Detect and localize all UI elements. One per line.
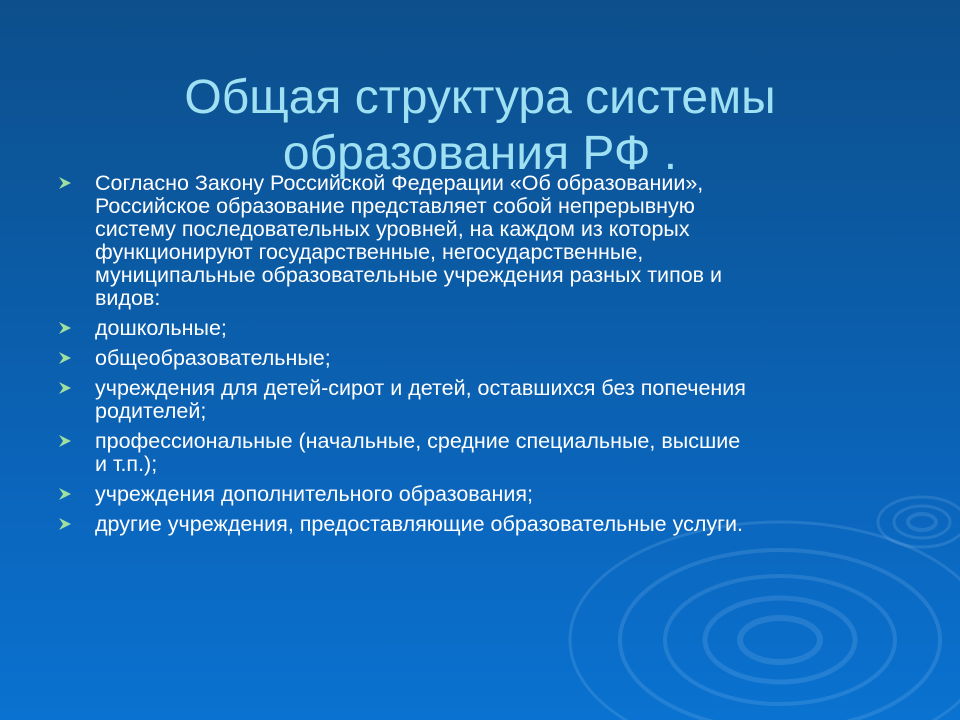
bullet-text-line: видов:: [95, 286, 161, 310]
bullet-item: [58, 513, 918, 536]
bullet-text-line: систему последовательных уровней, на каждом из которых: [95, 217, 690, 241]
bullet-item: [58, 347, 918, 370]
arrowhead-bullet-icon: [58, 434, 72, 448]
arrowhead-bullet-icon: [58, 487, 72, 501]
bullet-text-line: функционируют государственные, негосударственные,: [95, 240, 644, 264]
arrowhead-bullet-icon: [58, 176, 72, 190]
bullet-item: [58, 317, 918, 340]
bullet-text-line: другие учреждения, предоставляющие образовательные услуги.: [95, 512, 743, 536]
bullet-item: [58, 483, 918, 506]
bullet-text-line: профессиональные (начальные, средние специальные, высшие: [95, 429, 741, 453]
bullet-text-line: учреждения дополнительного образования;: [95, 482, 533, 506]
arrowhead-bullet-icon: [58, 351, 72, 365]
bullet-item: [58, 377, 918, 423]
bullet-text-line: родителей;: [95, 399, 207, 423]
slide-title: [80, 70, 880, 182]
bullet-text-line: Российское образование представляет собой непрерывную: [95, 194, 695, 218]
title-line-1: Общая структура системы: [184, 71, 776, 125]
bullet-item: [58, 430, 918, 476]
bullet-text-line: муниципальные образовательные учреждения разных типов и: [95, 263, 723, 287]
bullet-text-line: дошкольные;: [95, 316, 227, 340]
bullet-item: [58, 172, 918, 310]
arrowhead-bullet-icon: [58, 321, 72, 335]
bullet-text-line: Согласно Закону Российской Федерации «Об образовании»,: [95, 171, 704, 195]
arrowhead-bullet-icon: [58, 381, 72, 395]
bullet-text-line: учреждения для детей-сирот и детей, оставшихся без попечения: [95, 376, 746, 400]
bullet-text-line: общеобразовательные;: [95, 346, 331, 370]
arrowhead-bullet-icon: [58, 517, 72, 531]
bullet-list: [58, 172, 918, 543]
bullet-text-line: и т.п.);: [95, 452, 158, 476]
title-line-2: образования РФ .: [282, 127, 678, 181]
